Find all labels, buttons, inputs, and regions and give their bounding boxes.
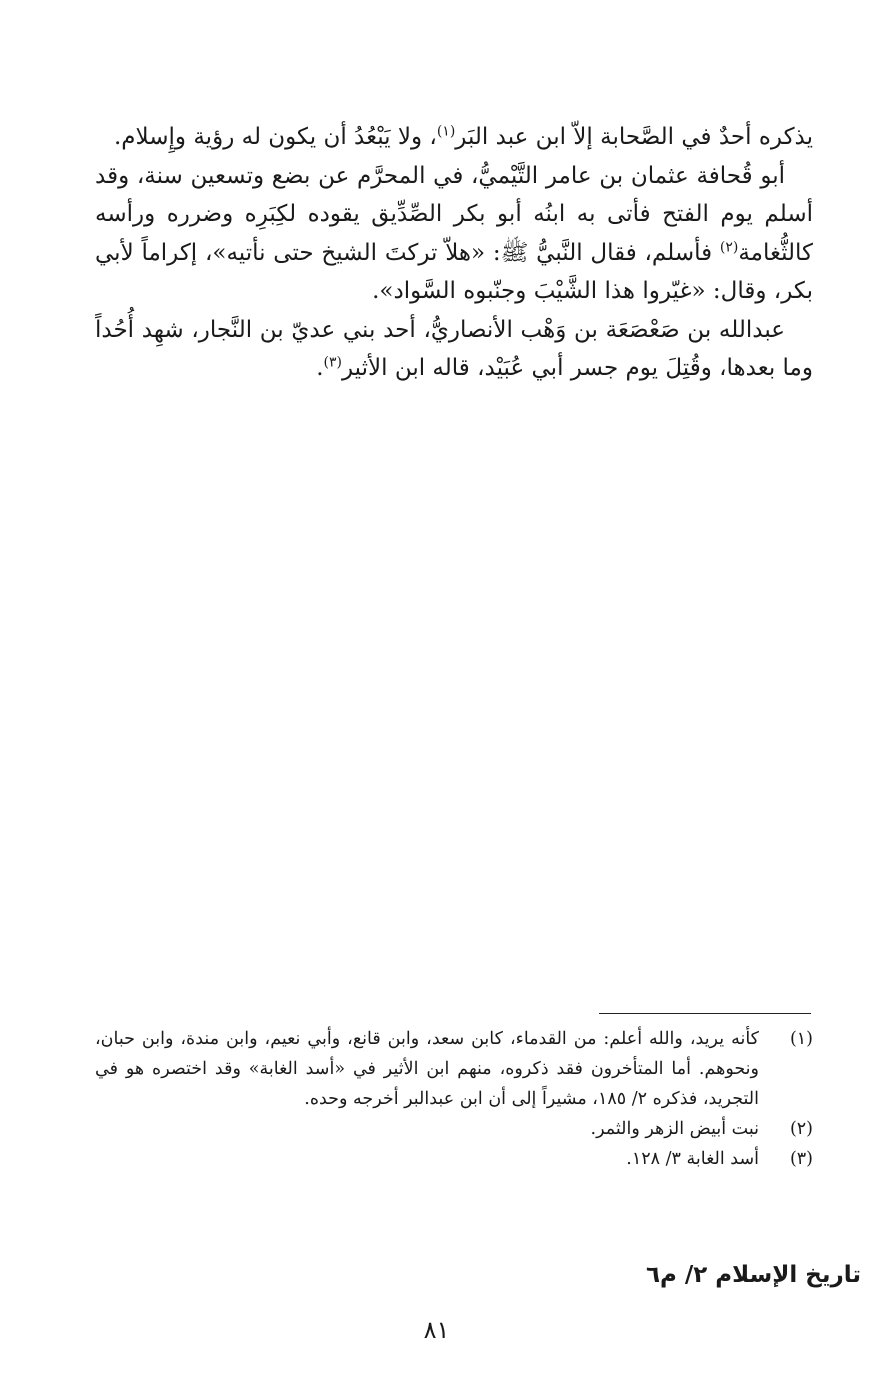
footnote-ref-2[interactable]: (٢) xyxy=(719,238,739,255)
paragraph-1-text-b: ، ولا يَبْعُدُ أن يكون له رؤية وإِسلام. xyxy=(114,124,437,150)
footnote-2 xyxy=(95,1114,813,1144)
paragraph-1 xyxy=(95,118,813,157)
paragraph-2 xyxy=(95,157,813,311)
footnote-text: نبت أبيض الزهر والثمر. xyxy=(590,1119,759,1139)
footnote-number: (٣) xyxy=(789,1149,813,1169)
footnote-divider xyxy=(599,1013,811,1014)
footnote-text: كأنه يريد، والله أعلم: من القدماء، كابن سعد، وابن قانع، وأبي نعيم، وابن مندة، وابن حبان، ونحوهم. أما المتأخرون فقد ذكروه، منهم ابن الأثير في «أسد الغابة» وقد اختصره هو في التجريد، فذكره ٢/ ١٨٥، مشيراً إلى أن ابن عبدالبر أخرجه وحده. xyxy=(95,1029,759,1109)
paragraph-2-text-b: فأسلم، فقال النَّبيُّ ﷺ: «هلاّ تركتَ الشيخ حتى نأتيه»، إكراماً لأبي بكر، وقال: «غيّروا هذا الشَّيْبَ وجنّبوه السَّواد». xyxy=(95,239,813,304)
paragraph-3-text-a: عبدالله بن صَعْصَعَة بن وَهْب الأنصاريُّ، أحد بني عديّ بن النَّجار، شهِد أُحُداً وما بعدها، وقُتِلَ يوم جسر أبي عُبَيْد، قاله ابن الأثير xyxy=(95,316,813,381)
main-text xyxy=(95,118,813,388)
paragraph-2-text-a: أبو قُحافة عثمان بن عامر التَّيْميُّ، في المحرَّم عن بضع وتسعين سنة، وقد أسلم يوم الفتح فأتى به ابنُه أبو بكر الصِّدِّيق يقوده لكِبَرِه وضرره ورأسه كالثُّغامة xyxy=(95,162,813,266)
page-number: ٨١ xyxy=(423,1316,450,1344)
footnote-number: (١) xyxy=(789,1029,813,1049)
paragraph-1-text-a: يذكره أحدٌ في الصَّحابة إلاّ ابن عبد البَر xyxy=(455,124,813,150)
paragraph-3-text-b: . xyxy=(316,355,324,381)
footnote-1 xyxy=(95,1024,813,1114)
footnote-text: أسد الغابة ٣/ ١٢٨. xyxy=(626,1149,759,1169)
footnote-ref-1[interactable]: (١) xyxy=(436,123,456,140)
running-title: تاريخ الإسلام ٢/ م٦ xyxy=(645,1262,861,1288)
footnote-ref-3[interactable]: (٣) xyxy=(323,354,342,371)
footnotes xyxy=(95,1024,813,1174)
paragraph-3 xyxy=(95,311,813,388)
footnote-3 xyxy=(95,1144,813,1174)
footnote-number: (٢) xyxy=(789,1119,813,1139)
